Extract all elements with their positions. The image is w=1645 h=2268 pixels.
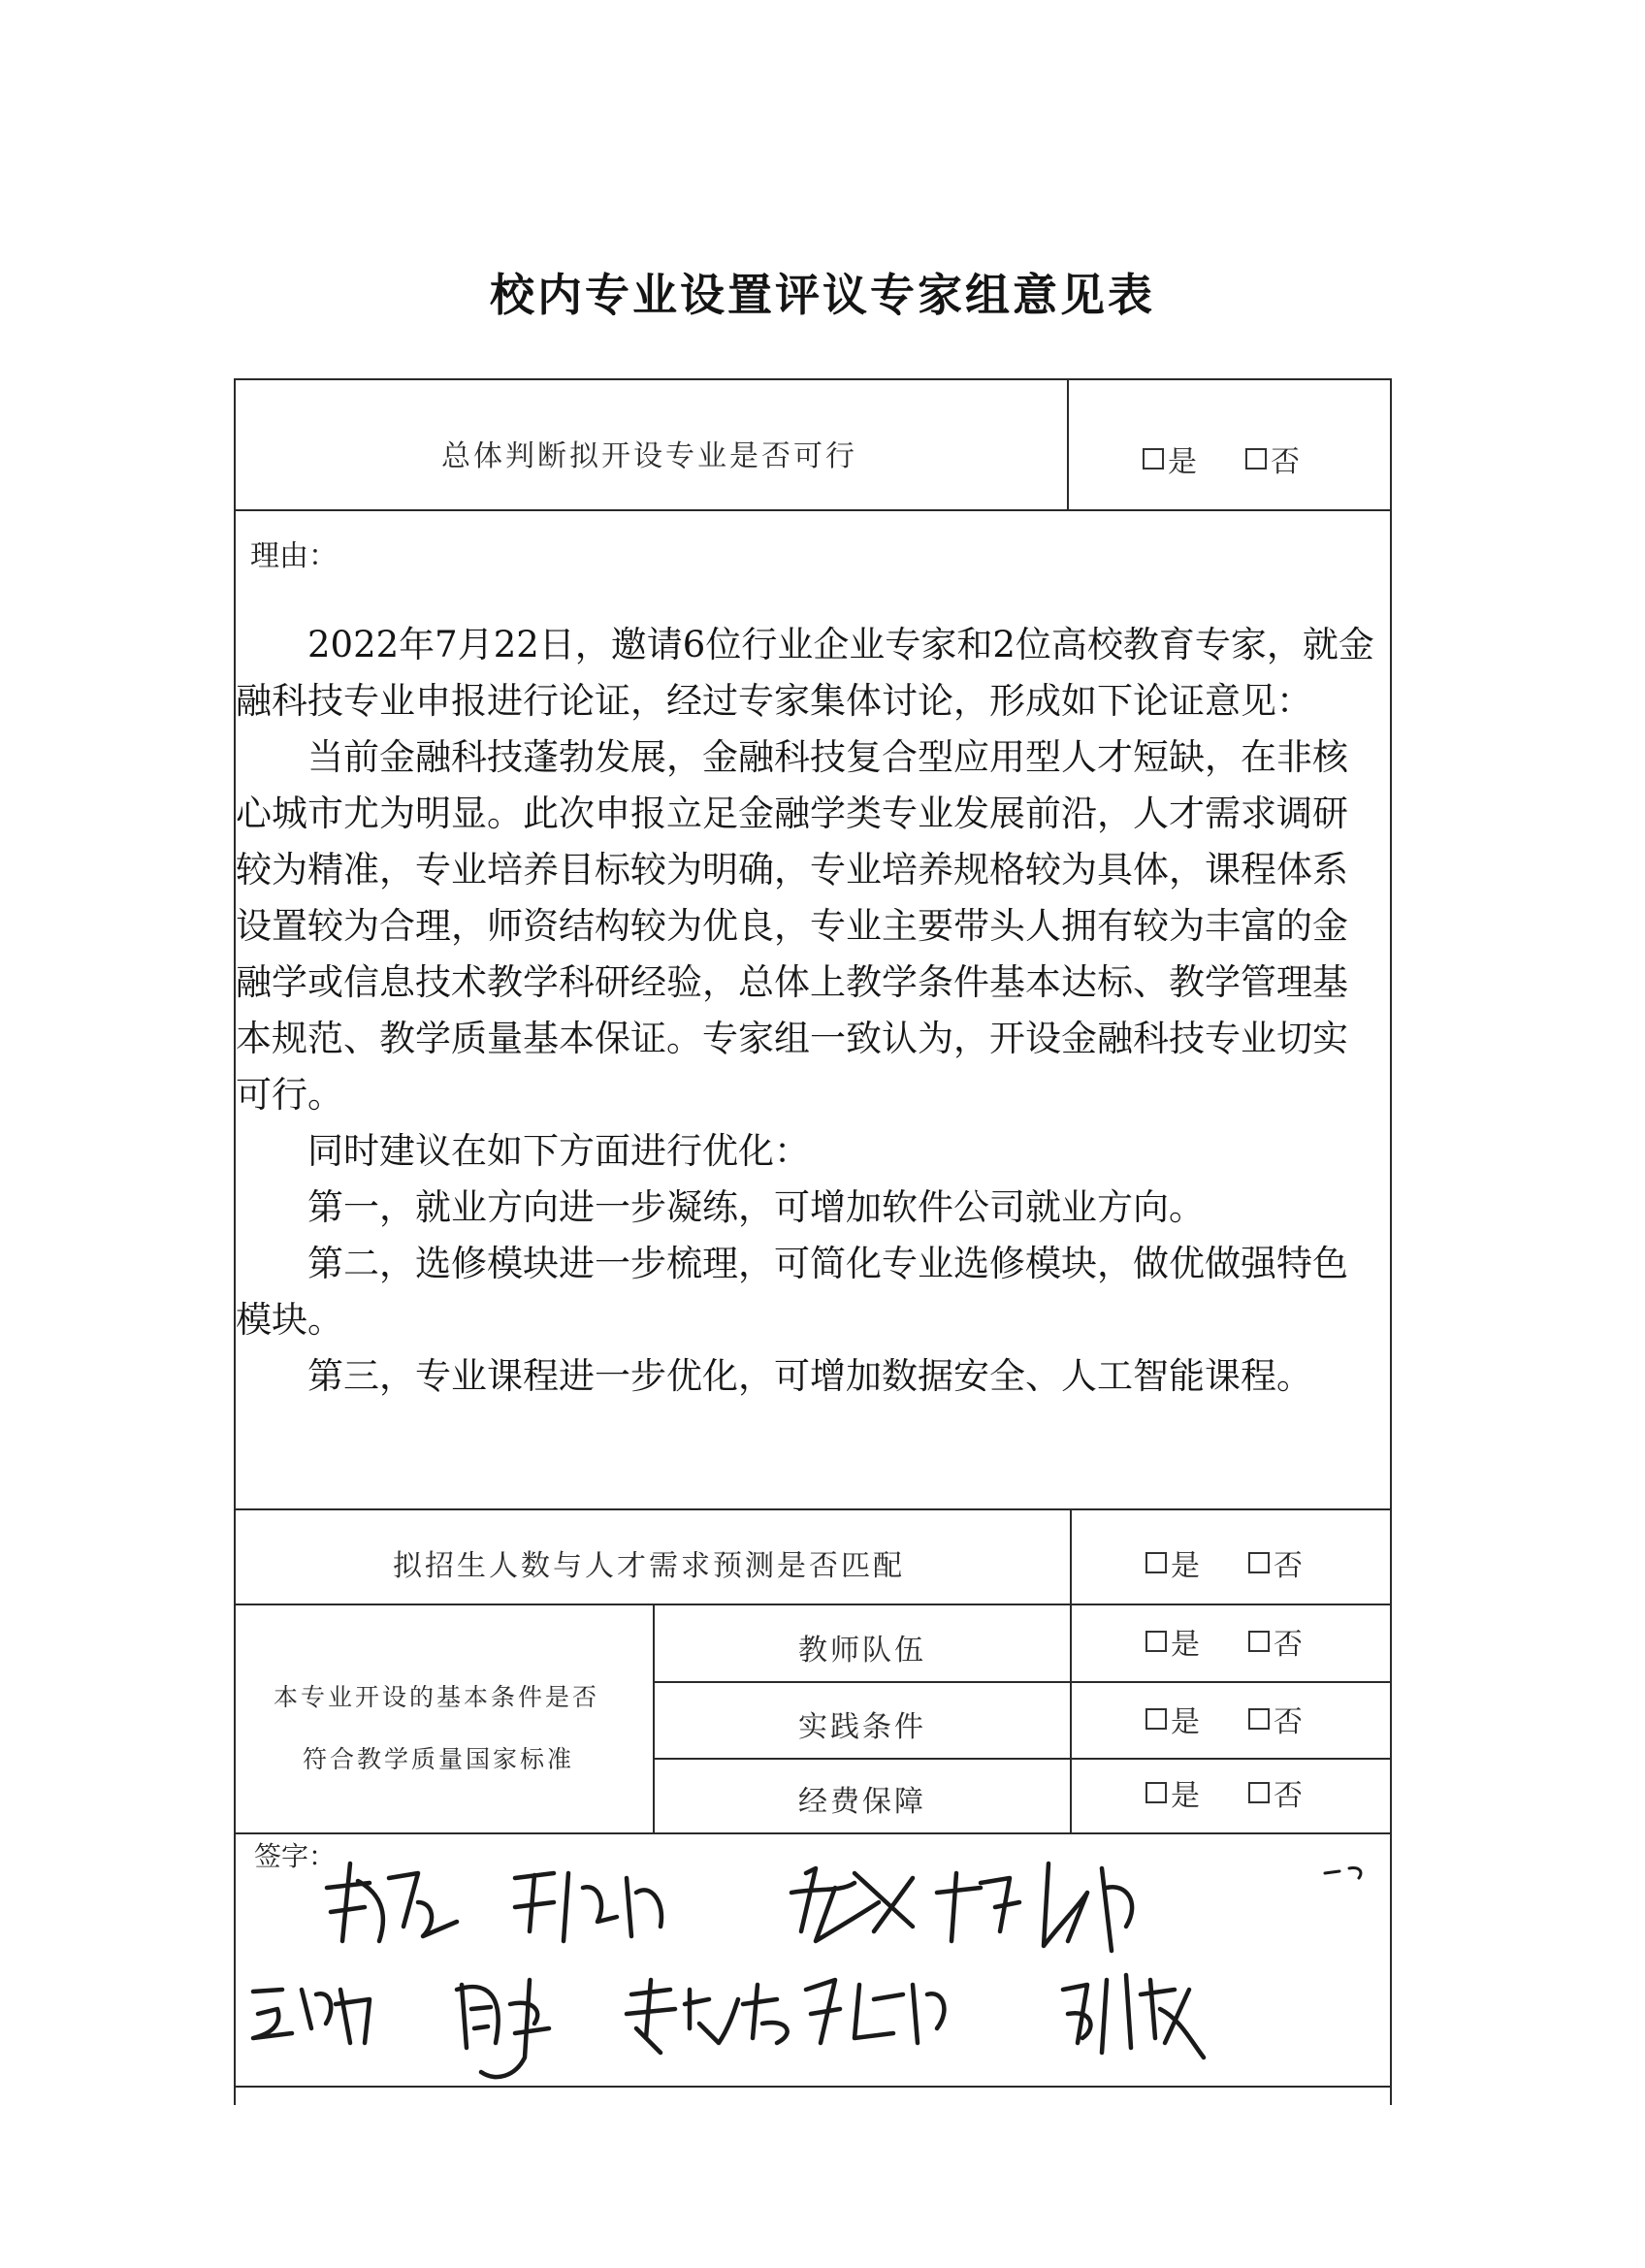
reason-paragraph: 当前金融科技蓬勃发展，金融科技复合型应用型人才短缺，在非核心城市尤为明显。此次申报立足金融学类专业发展前沿，人才需求调研较为精准，专业培养目标较为明确，专业培养规格较为具体，课程体系设置较为合理，师资结构较为优良，专业主要带头人拥有较为丰富的金融学或信息技术教学科研经验，总体上教学条件基本达标、教学管理基本规范、教学质量基本保证。专家组一致认为，开设金融科技专业切实可行。 — [236, 736, 1348, 1116]
row3-divider — [1070, 1508, 1072, 1833]
reason-paragraph: 第一，就业方向进一步凝练，可增加软件公司就业方向。 — [307, 1186, 1205, 1228]
yes-checkbox[interactable] — [1143, 448, 1164, 470]
row4-inner-divider — [653, 1604, 655, 1833]
practice-conditions-options — [1145, 1698, 1303, 1740]
signature-6 — [457, 1980, 549, 2077]
teacher-team-label: 教师队伍 — [798, 1634, 926, 1668]
table-bottom-border — [234, 2086, 1392, 2088]
overall-feasibility-label: 总体判断拟开设专业是否可行 — [441, 439, 857, 473]
row1-bottom-border — [234, 509, 1392, 511]
basic-conditions-line2: 符合教学质量国家标准 — [303, 1745, 575, 1773]
practice-conditions-label: 实践条件 — [798, 1710, 926, 1744]
no-checkbox[interactable] — [1248, 1708, 1270, 1730]
yes-checkbox[interactable] — [1145, 1708, 1167, 1730]
yes-checkbox[interactable] — [1145, 1631, 1167, 1652]
reason-paragraph: 同时建议在如下方面进行优化： — [307, 1130, 810, 1172]
no-checkbox[interactable] — [1248, 1631, 1270, 1652]
funding-options — [1145, 1771, 1303, 1814]
teacher-team-options — [1145, 1620, 1303, 1663]
reason-paragraph: 2022年7月22日，邀请6位行业企业专家和2位高校教育专家，就金融科技专业申报进行论证，经过专家集体讨论，形成如下论证意见： — [236, 624, 1374, 722]
yes-checkbox[interactable] — [1145, 1782, 1167, 1803]
form-title: 校内专业设置评议专家组意见表 — [490, 269, 1155, 321]
row4a-bottom-border — [653, 1681, 1392, 1683]
signature-9 — [1063, 1975, 1204, 2057]
yes-label: 是 — [1168, 445, 1197, 479]
signature-2 — [515, 1873, 661, 1941]
no-label: 否 — [1274, 1549, 1303, 1583]
reason-body — [236, 617, 1375, 1405]
no-label: 否 — [1274, 1705, 1303, 1739]
signature-4 — [937, 1863, 1132, 1951]
yes-checkbox[interactable] — [1145, 1552, 1167, 1573]
yes-label: 是 — [1171, 1779, 1200, 1813]
yes-label: 是 — [1171, 1628, 1200, 1662]
signature-7 — [627, 1980, 788, 2053]
funding-label: 经费保障 — [798, 1785, 926, 1819]
yes-label: 是 — [1171, 1705, 1200, 1739]
basic-conditions-line1: 本专业开设的基本条件是否 — [274, 1683, 600, 1711]
signature-1 — [327, 1863, 457, 1941]
no-label: 否 — [1274, 1628, 1303, 1662]
handwritten-signatures — [234, 1834, 1390, 2085]
row4b-bottom-border — [653, 1758, 1392, 1760]
yes-label: 是 — [1171, 1549, 1200, 1583]
signature-8 — [806, 1980, 944, 2043]
overall-feasibility-options — [1143, 437, 1300, 480]
reason-bottom-border — [234, 1508, 1392, 1510]
row1-divider — [1067, 378, 1069, 510]
basic-conditions-label — [274, 1667, 599, 1791]
no-label: 否 — [1274, 1779, 1303, 1813]
row3-bottom-border — [234, 1604, 1392, 1605]
reason-label: 理由： — [250, 539, 338, 573]
enrollment-match-label: 拟招生人数与人才需求预测是否匹配 — [393, 1549, 905, 1583]
ink-scribble — [1325, 1868, 1361, 1878]
table-right-border — [1390, 378, 1392, 2105]
no-checkbox[interactable] — [1248, 1552, 1270, 1573]
signature-3 — [791, 1868, 913, 1941]
no-checkbox[interactable] — [1245, 448, 1267, 470]
no-label: 否 — [1271, 445, 1300, 479]
enrollment-match-options — [1145, 1541, 1303, 1584]
table-top-border — [234, 378, 1392, 380]
signature-label: 签字： — [254, 1840, 337, 1872]
signature-5 — [253, 1990, 370, 2043]
reason-paragraph: 第三，专业课程进一步优化，可增加数据安全、人工智能课程。 — [307, 1355, 1312, 1397]
reason-paragraph: 第二，选修模块进一步梳理，可简化专业选修模块，做优做强特色模块。 — [236, 1243, 1348, 1341]
no-checkbox[interactable] — [1248, 1782, 1270, 1803]
